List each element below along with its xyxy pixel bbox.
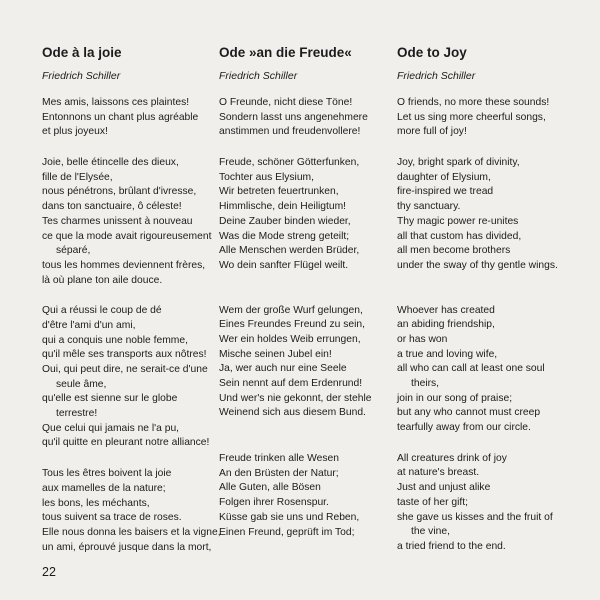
verse-line: all men become brothers	[397, 245, 511, 257]
stanza-german-3	[219, 304, 389, 422]
verse-line: nous pénétrons, brûlant d'ivresse,	[42, 186, 197, 198]
verse-line: Wir betreten feuertrunken,	[219, 186, 339, 198]
verse-line: tous les hommes deviennent frères,	[42, 259, 206, 271]
verse-line: Elle nous donna les baisers et la vigne,	[42, 526, 221, 538]
verse-line: Joy, bright spark of divinity,	[397, 157, 520, 169]
verse-line: a true and loving wife,	[397, 348, 498, 360]
poem-title-english: Ode to Joy	[397, 45, 467, 60]
verse-line: O friends, no more these sounds!	[397, 97, 550, 108]
verse-line: Tochter aus Elysium,	[219, 171, 314, 183]
verse-line: aux mamelles de la nature;	[42, 482, 166, 494]
verse-line-continuation: the vine,	[411, 526, 450, 538]
verse-line: taste of her gift;	[397, 496, 468, 508]
stanza-french-1	[42, 96, 214, 140]
verse-line: Folgen ihrer Rosenspur.	[219, 497, 329, 509]
verse-line: all who can call at least one soul	[397, 363, 545, 375]
verse-line: all that custom has divided,	[397, 230, 522, 242]
verse-line: Himmlische, dein Heiligtum!	[219, 201, 347, 213]
verse-line: or has won	[397, 333, 448, 345]
poem-author-french: Friedrich Schiller	[42, 70, 121, 82]
verse-line: dans ton sanctuaire, ô céleste!	[42, 201, 182, 213]
verse-line: Qui a réussi le coup de dé	[42, 305, 162, 317]
verse-line: d'être l'ami d'un ami,	[42, 319, 136, 331]
stanza-german-2	[219, 156, 389, 274]
verse-line: she gave us kisses and the fruit of	[397, 511, 553, 523]
verse-line: Freude, schöner Götterfunken,	[219, 157, 360, 169]
stanza-french-4	[42, 467, 221, 555]
verse-line: Mes amis, laissons ces plaintes!	[42, 97, 190, 108]
verse-line: Alle Menschen werden Brüder,	[219, 245, 360, 257]
verse-line: un ami, éprouvé jusque dans la mort,	[42, 541, 212, 553]
verse-line: Sein nennt auf dem Erdenrund!	[219, 378, 363, 389]
verse-line: a tried friend to the end.	[397, 540, 506, 552]
verse-line: O Freunde, nicht diese Töne!	[219, 97, 353, 108]
verse-line: under the sway of thy gentle wings.	[397, 259, 558, 271]
page-number: 22	[42, 565, 56, 579]
verse-line: Que celui qui jamais ne l'a pu,	[42, 422, 180, 434]
verse-line: All creatures drink of joy	[397, 452, 507, 464]
verse-line-continuation: seule âme,	[56, 378, 107, 390]
verse-line: Mische seinen Jubel ein!	[219, 348, 332, 360]
verse-line: Joie, belle étincelle des dieux,	[42, 157, 179, 169]
verse-line: Was die Mode streng geteilt;	[219, 230, 350, 242]
verse-line: Wo dein sanfter Flügel weilt.	[219, 259, 349, 271]
verse-line: là où plane ton aile douce.	[42, 274, 163, 286]
verse-line: an abiding friendship,	[397, 319, 495, 331]
stanza-french-2	[42, 156, 214, 288]
verse-line: more full of joy!	[397, 126, 467, 138]
verse-line: Deine Zauber binden wieder,	[219, 215, 351, 227]
verse-line: Entonnons un chant plus agréable	[42, 111, 199, 123]
verse-line: Ja, wer auch nur eine Seele	[219, 363, 347, 375]
stanza-english-2	[397, 156, 557, 274]
verse-line: anstimmen und freudenvollere!	[219, 126, 361, 138]
verse-line: An den Brüsten der Natur;	[219, 467, 339, 479]
verse-line: Alle Guten, alle Bösen	[219, 482, 321, 494]
verse-line: Einen Freund, geprüft im Tod;	[219, 526, 355, 538]
poem-title-french: Ode à la joie	[42, 45, 122, 60]
verse-line: Wer ein holdes Weib errungen,	[219, 333, 361, 345]
verse-line: Oui, qui peut dire, ne serait-ce d'une	[42, 364, 208, 375]
verse-line: fire-inspired we tread	[397, 186, 494, 198]
verse-line: Wem der große Wurf gelungen,	[219, 304, 363, 316]
stanza-english-3	[397, 304, 557, 436]
stanza-french-3	[42, 304, 214, 451]
verse-line-continuation: terrestre!	[56, 408, 98, 420]
poem-title-german: Ode »an die Freude«	[219, 45, 352, 60]
verse-line: tous suivent sa trace de roses.	[42, 512, 182, 524]
verse-line: qu'elle est sienne sur le globe	[42, 393, 178, 405]
stanza-german-1	[219, 96, 389, 140]
verse-line: join in our song of praise;	[397, 392, 513, 404]
stanza-english-4	[397, 452, 557, 555]
verse-line: thy sanctuary.	[397, 201, 461, 213]
verse-line: Weinend sich aus diesem Bund.	[219, 407, 366, 419]
verse-line: qu'il mêle ses transports aux nôtres!	[42, 349, 207, 361]
column-french	[42, 44, 221, 571]
verse-line: at nature's breast.	[397, 467, 480, 479]
verse-line: Und wer's nie gekonnt, der stehle	[219, 392, 372, 404]
verse-line: fille de l'Elysée,	[42, 171, 113, 183]
verse-line-continuation: séparé,	[56, 245, 91, 257]
column-english	[397, 44, 557, 571]
column-german	[219, 44, 389, 556]
verse-line: daughter of Elysium,	[397, 171, 491, 183]
stanza-german-4	[219, 452, 389, 540]
verse-line: Just and unjust alike	[397, 482, 491, 494]
poem-author-german: Friedrich Schiller	[219, 70, 298, 82]
verse-line: tearfully away from our circle.	[397, 422, 531, 434]
verse-line: Whoever has created	[397, 304, 495, 316]
verse-line: Küsse gab sie uns und Reben,	[219, 511, 360, 523]
verse-line: et plus joyeux!	[42, 126, 108, 138]
verse-line: Tous les êtres boivent la joie	[42, 468, 172, 480]
verse-line: qui a conquis une noble femme,	[42, 334, 188, 346]
poem-author-english: Friedrich Schiller	[397, 70, 476, 82]
verse-line-continuation: theirs,	[411, 378, 440, 389]
verse-line: Thy magic power re-unites	[397, 215, 519, 227]
verse-line: Tes charmes unissent à nouveau	[42, 215, 193, 227]
verse-line: Freude trinken alle Wesen	[219, 453, 340, 465]
verse-line: but any who cannot must creep	[397, 407, 541, 419]
verse-line: ce que la mode avait rigoureusement	[42, 230, 212, 242]
verse-line: Let us sing more cheerful songs,	[397, 111, 546, 123]
verse-line: qu'il quitte en pleurant notre alliance!	[42, 437, 210, 449]
verse-line: Eines Freundes Freund zu sein,	[219, 319, 365, 331]
verse-line: les bons, les méchants,	[42, 497, 150, 509]
verse-line: Sondern lasst uns angenehmere	[219, 111, 368, 123]
stanza-english-1	[397, 96, 557, 140]
